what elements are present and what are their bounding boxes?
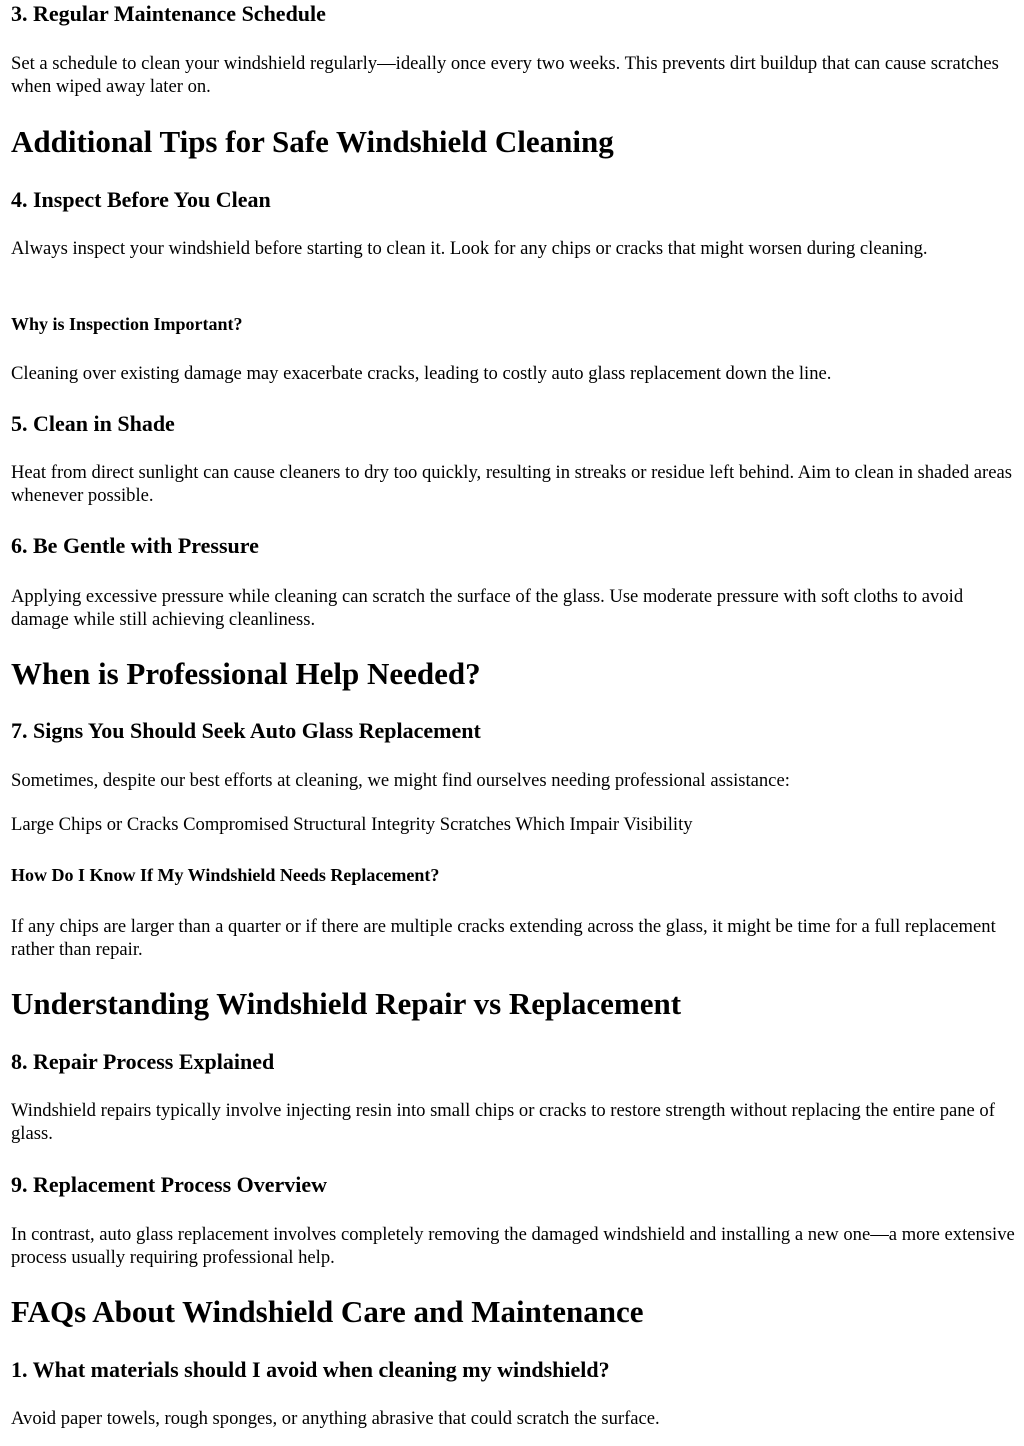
repair-vs-replacement-heading: Understanding Windshield Repair vs Replacement (11, 986, 682, 1021)
replacement-signs-intro: Sometimes, despite our best efforts at cleaning, we might find ourselves needing professional assistance: (11, 770, 790, 791)
additional-tips-heading: Additional Tips for Safe Windshield Cleaning (11, 124, 614, 159)
replacement-need-question: How Do I Know If My Windshield Needs Replacement? (11, 865, 440, 885)
professional-help-heading: When is Professional Help Needed? (11, 656, 481, 691)
faq-1-question: 1. What materials should I avoid when cleaning my windshield? (11, 1357, 610, 1382)
repair-process-heading: 8. Repair Process Explained (11, 1049, 275, 1074)
gentle-pressure-text: Applying excessive pressure while cleaning can scratch the surface of the glass. Use moderate pressure with soft cloths to avoid damage while still achieving cleanliness. (11, 586, 964, 630)
repair-process-text: Windshield repairs typically involve injecting resin into small chips or cracks to restore strength without replacing the entire pane of glass. (11, 1100, 995, 1144)
inspection-importance-answer: Cleaning over existing damage may exacerbate cracks, leading to costly auto glass replacement down the line. (11, 363, 832, 384)
maintenance-schedule-text: Set a schedule to clean your windshield regularly—ideally once every two weeks. This prevents dirt buildup that can cause scratches when wiped away later on. (11, 53, 999, 97)
faqs-heading: FAQs About Windshield Care and Maintenance (11, 1294, 644, 1329)
replacement-signs-list: Large Chips or Cracks Compromised Structural Integrity Scratches Which Impair Visibility (11, 814, 693, 835)
replacement-process-heading: 9. Replacement Process Overview (11, 1172, 328, 1197)
clean-in-shade-heading: 5. Clean in Shade (11, 411, 175, 436)
inspect-before-clean-text: Always inspect your windshield before starting to clean it. Look for any chips or cracks that might worsen during cleaning. (11, 238, 928, 259)
clean-in-shade-text: Heat from direct sunlight can cause cleaners to dry too quickly, resulting in streaks or residue left behind. Aim to clean in shaded areas whenever possible. (11, 462, 1012, 506)
replacement-need-answer: If any chips are larger than a quarter or if there are multiple cracks extending across the glass, it might be time for a full replacement rather than repair. (11, 916, 996, 960)
replacement-process-text: In contrast, auto glass replacement involves completely removing the damaged windshield and installing a new one—a more extensive process usually requiring professional help. (11, 1224, 1015, 1268)
inspect-before-clean-heading: 4. Inspect Before You Clean (11, 187, 271, 212)
maintenance-schedule-heading: 3. Regular Maintenance Schedule (11, 1, 326, 26)
faq-1-answer: Avoid paper towels, rough sponges, or anything abrasive that could scratch the surface. (11, 1408, 660, 1429)
gentle-pressure-heading: 6. Be Gentle with Pressure (11, 533, 259, 558)
replacement-signs-heading: 7. Signs You Should Seek Auto Glass Replacement (11, 718, 481, 743)
inspection-importance-question: Why is Inspection Important? (11, 314, 243, 334)
